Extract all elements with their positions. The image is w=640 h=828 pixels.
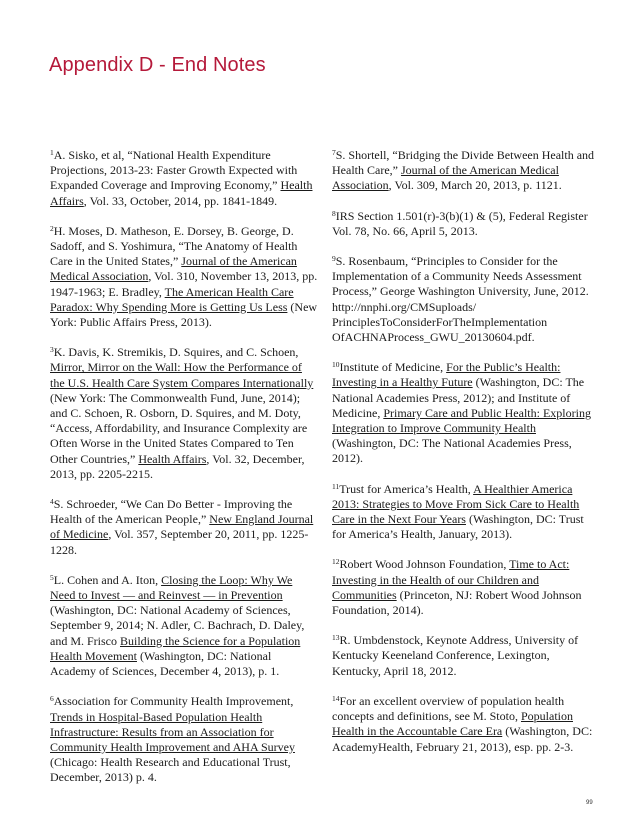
endnote-12 — [332, 557, 600, 618]
endnote-number: 5 — [50, 572, 54, 582]
endnote-text: (Washington, DC: National Academy of Sciences, December 4, 2013), p. 1. — [50, 648, 280, 679]
endnote-text: S. Shortell, “Bridging the Divide Between Health and Health Care,” — [332, 148, 595, 178]
endnote-text: , Vol. 357, September 20, 2011, pp. 1225-1228. — [50, 527, 309, 557]
endnote-text: A. Sisko, et al, “National Health Expenditure Projections, 2013-23: Faster Growth Expected with Expanded Coverage and Improving Economy,” — [50, 148, 298, 193]
cited-work-title: Time to Act: Investing in the Health of our Children and Communities — [332, 557, 570, 602]
cited-work-title: New England Journal of Medicine — [50, 512, 314, 542]
endnote-number: 3 — [50, 345, 54, 355]
cited-work-title: Health Affairs — [50, 178, 313, 208]
endnote-number: 8 — [332, 208, 336, 218]
endnote-11 — [332, 482, 600, 543]
endnote-number: 14 — [332, 693, 340, 703]
endnote-text: , Vol. 33, October, 2014, pp. 1841-1849. — [83, 193, 278, 208]
endnote-text: (Washington, DC: AcademyHealth, February 21, 2013), esp. pp. 2-3. — [332, 724, 593, 754]
endnote-text: Trust for America’s Health, — [339, 481, 474, 496]
page-title: Appendix D - End Notes — [49, 54, 266, 76]
endnote-6 — [50, 694, 318, 785]
endnote-text: (Chicago: Health Research and Educational Trust, December, 2013) p. 4. — [50, 755, 291, 785]
endnote-text: (Washington, DC: National Academy of Sciences, September 9, 2014; N. Adler, C. Bachrach, D. Daley, and M. Frisco — [50, 603, 305, 648]
endnote-4 — [50, 497, 318, 558]
cited-work-title: Closing the Loop: Why We Need to Invest — and Reinvest — in Prevention — [50, 572, 293, 603]
endnotes-left-column — [50, 148, 318, 801]
endnote-text: Institute of Medicine, — [339, 360, 447, 375]
endnote-13 — [332, 633, 600, 679]
endnote-5 — [50, 573, 318, 679]
endnote-text: For an excellent overview of population health concepts and definitions, see M. Stoto, — [332, 693, 565, 724]
cited-work-title: The American Health Care Paradox: Why Spending More is Getting Us Less — [50, 284, 294, 314]
endnote-number: 4 — [50, 497, 54, 507]
endnote-number: 12 — [332, 557, 340, 567]
endnote-text: Robert Wood Johnson Foundation, — [339, 557, 510, 572]
endnote-text: H. Moses, D. Matheson, E. Dorsey, B. George, D. Sadoff, and S. Yoshimura, “The Anatomy of Health Care in the United States,” — [50, 223, 298, 269]
endnote-number: 13 — [332, 633, 340, 643]
endnote-text: IRS Section 1.501(r)-3(b)(1) & (5), Federal Register Vol. 78, No. 66, April 5, 2013. — [332, 208, 588, 238]
endnotes-right-column — [332, 148, 600, 770]
endnote-text: S. Rosenbaum, “Principles to Consider for the Implementation of a Community Needs Assessment Process,” George Washington University, June, 2012. http://nnphi.org/CMSuploads/ PrinciplesToConsiderForTheImplementation OfACHNAProcess_GWU_20130604.pdf. — [332, 254, 589, 345]
endnote-text: S. Schroeder, “We Can Do Better - Improving the Health of the American People,” — [50, 497, 293, 527]
endnote-number: 6 — [50, 694, 54, 704]
cited-work-title: For the Public’s Health: Investing in a Healthy Future — [332, 360, 561, 390]
endnote-1 — [50, 148, 318, 209]
endnote-text: , Vol. 32, December, 2013, pp. 2205-2215. — [50, 451, 305, 481]
cited-work-title: Building the Science for a Population Health Movement — [50, 633, 301, 663]
endnote-2 — [50, 224, 318, 330]
endnote-text: (New York: Public Affairs Press, 2013). — [50, 299, 318, 330]
endnote-text: (Washington, DC: The National Academies Press, 2012). — [332, 436, 572, 466]
cited-work-title: Journal of the American Medical Association — [332, 163, 559, 193]
endnote-text: , Vol. 310, November 13, 2013, pp. 1947-1963; E. Bradley, — [50, 269, 318, 299]
endnote-7 — [332, 148, 600, 194]
cited-work-title: Trends in Hospital-Based Population Health Infrastructure: Results from an Association for Community Health Improvement and AHA Survey — [50, 709, 295, 754]
endnote-10 — [332, 360, 600, 466]
endnote-8 — [332, 209, 600, 239]
endnote-text: (New York: The Commonwealth Fund, June, 2014); and C. Schoen, R. Osborn, D. Squires, and M. Doty, “Access, Affordability, and Insurance Complexity are Often Worse in the United States Compared to Ten Other Countries,” — [50, 390, 308, 466]
endnote-text: (Washington, DC: The National Academies Press, 2012); and Institute of Medicine, — [332, 375, 585, 420]
endnote-text: L. Cohen and A. Iton, — [53, 572, 162, 587]
endnote-3 — [50, 345, 318, 482]
endnote-number: 1 — [50, 148, 54, 157]
endnote-text: K. Davis, K. Stremikis, D. Squires, and C. Schoen, — [53, 345, 299, 360]
endnote-number: 2 — [50, 223, 54, 233]
endnote-number: 7 — [332, 148, 336, 157]
cited-work-title: Population Health in the Accountable Care Era — [332, 709, 573, 739]
cited-work-title: Journal of the American Medical Association — [50, 254, 297, 284]
endnote-text: Association for Community Health Improvement, — [53, 694, 294, 709]
endnote-number: 11 — [332, 481, 340, 491]
cited-work-title: Health Affairs — [138, 451, 207, 466]
page-number: 99 — [586, 800, 593, 806]
endnote-14 — [332, 694, 600, 755]
cited-work-title: Mirror, Mirror on the Wall: How the Performance of the U.S. Health Care System Compares Internationally — [50, 360, 314, 390]
endnote-text: (Princeton, NJ: Robert Wood Johnson Foundation, 2014). — [332, 587, 582, 618]
cited-work-title: Primary Care and Public Health: Exploring Integration to Improve Community Health — [332, 405, 591, 436]
endnote-text: , Vol. 309, March 20, 2013, p. 1121. — [388, 178, 562, 193]
endnote-9 — [332, 254, 600, 345]
cited-work-title: A Healthier America 2013: Strategies to Move From Sick Care to Health Care in the Next Four Years — [332, 481, 580, 527]
endnote-number: 9 — [332, 254, 336, 264]
endnote-number: 10 — [332, 360, 340, 370]
endnote-text: (Washington, DC: Trust for America’s Health, January, 2013). — [332, 512, 584, 542]
endnote-text: R. Umbdenstock, Keynote Address, University of Kentucky Keeneland Conference, Lexington, Kentucky, April 18, 2012. — [332, 633, 579, 678]
